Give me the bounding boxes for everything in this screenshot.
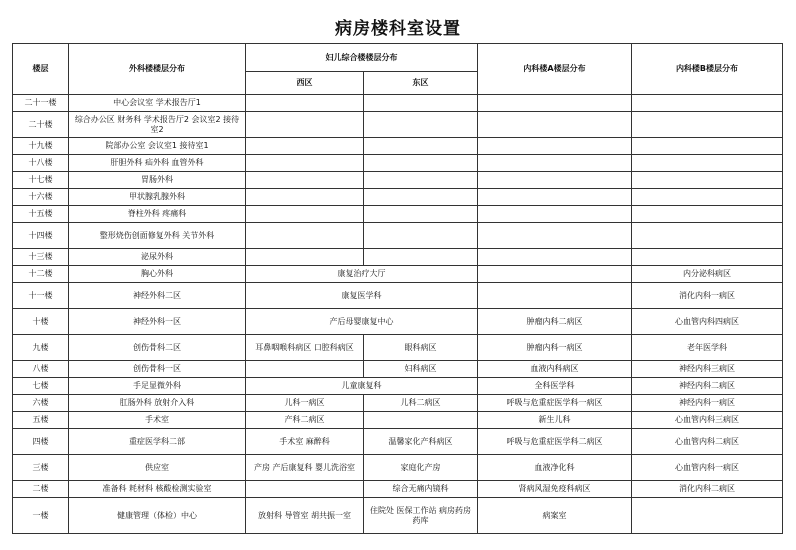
surgery-cell: 甲状腺乳腺外科 bbox=[69, 189, 246, 206]
header-east: 东区 bbox=[364, 72, 478, 95]
floor-cell: 十六楼 bbox=[13, 189, 69, 206]
table-row bbox=[13, 309, 783, 335]
header-west: 西区 bbox=[246, 72, 364, 95]
floor-cell: 四楼 bbox=[13, 429, 69, 455]
medical-b-cell: 心血管内科三病区 bbox=[632, 412, 783, 429]
surgery-cell: 综合办公区 财务科 学术报告厅2 会议室2 接待室2 bbox=[69, 112, 246, 138]
east-cell: 综合无痛内镜科 bbox=[364, 481, 478, 498]
east-cell: 温馨家化产科病区 bbox=[364, 429, 478, 455]
floor-cell: 十四楼 bbox=[13, 223, 69, 249]
table-row bbox=[13, 155, 783, 172]
table-row bbox=[13, 206, 783, 223]
header-surgery: 外科楼楼层分布 bbox=[69, 44, 246, 95]
surgery-cell: 手足显微外科 bbox=[69, 378, 246, 395]
header-floor: 楼层 bbox=[13, 44, 69, 95]
medical-b-cell: 消化内科二病区 bbox=[632, 481, 783, 498]
east-cell: 家庭化产房 bbox=[364, 455, 478, 481]
surgery-cell: 肝胆外科 疝外科 血管外科 bbox=[69, 155, 246, 172]
table-row bbox=[13, 223, 783, 249]
floor-layout-table bbox=[12, 43, 783, 534]
surgery-cell: 整形烧伤创面修复外科 关节外科 bbox=[69, 223, 246, 249]
floor-cell: 十楼 bbox=[13, 309, 69, 335]
surgery-cell: 供应室 bbox=[69, 455, 246, 481]
floor-cell: 十一楼 bbox=[13, 283, 69, 309]
medical-b-cell: 心血管内科二病区 bbox=[632, 429, 783, 455]
floor-cell: 九楼 bbox=[13, 335, 69, 361]
floor-cell: 十三楼 bbox=[13, 249, 69, 266]
table-row bbox=[13, 335, 783, 361]
surgery-cell: 胃肠外科 bbox=[69, 172, 246, 189]
floor-cell: 十五楼 bbox=[13, 206, 69, 223]
surgery-cell: 中心会议室 学术报告厅1 bbox=[69, 95, 246, 112]
floor-cell: 一楼 bbox=[13, 498, 69, 534]
floor-cell: 二楼 bbox=[13, 481, 69, 498]
medical-b-cell: 神经内科一病区 bbox=[632, 395, 783, 412]
floor-cell: 三楼 bbox=[13, 455, 69, 481]
west-cell: 手术室 麻醉科 bbox=[246, 429, 364, 455]
table-row bbox=[13, 112, 783, 138]
medical-b-cell: 神经内科二病区 bbox=[632, 378, 783, 395]
medical-a-cell: 血液内科病区 bbox=[478, 361, 632, 378]
floor-cell: 六楼 bbox=[13, 395, 69, 412]
table-row bbox=[13, 249, 783, 266]
floor-cell: 十九楼 bbox=[13, 138, 69, 155]
womens-cell: 儿童康复科 bbox=[246, 378, 478, 395]
surgery-cell: 院部办公室 会议室1 接待室1 bbox=[69, 138, 246, 155]
page-title: 病房楼科室设置 bbox=[335, 19, 461, 39]
table-row bbox=[13, 189, 783, 206]
west-cell: 产科二病区 bbox=[246, 412, 364, 429]
table-row bbox=[13, 412, 783, 429]
table-row bbox=[13, 266, 783, 283]
floor-cell: 二十楼 bbox=[13, 112, 69, 138]
womens-cell: 产后母婴康复中心 bbox=[246, 309, 478, 335]
header-medical-a: 内科楼A楼层分布 bbox=[478, 44, 632, 95]
table-row bbox=[13, 138, 783, 155]
medical-a-cell: 呼吸与危重症医学科一病区 bbox=[478, 395, 632, 412]
east-cell: 住院处 医保工作站 病房药房 药库 bbox=[364, 498, 478, 534]
table-header-row bbox=[13, 44, 783, 72]
table-row bbox=[13, 283, 783, 309]
table-row bbox=[13, 95, 783, 112]
table-row bbox=[13, 481, 783, 498]
medical-b-cell: 内分泌科病区 bbox=[632, 266, 783, 283]
floor-cell: 十七楼 bbox=[13, 172, 69, 189]
east-cell: 眼科病区 bbox=[364, 335, 478, 361]
table-row bbox=[13, 429, 783, 455]
medical-a-cell: 肾病风湿免疫科病区 bbox=[478, 481, 632, 498]
medical-a-cell: 病案室 bbox=[478, 498, 632, 534]
medical-a-cell: 新生儿科 bbox=[478, 412, 632, 429]
table-row bbox=[13, 361, 783, 378]
floor-cell: 二十一楼 bbox=[13, 95, 69, 112]
surgery-cell: 脊柱外科 疼痛科 bbox=[69, 206, 246, 223]
floor-cell: 七楼 bbox=[13, 378, 69, 395]
medical-b-cell: 老年医学科 bbox=[632, 335, 783, 361]
medical-b-cell: 心血管内科四病区 bbox=[632, 309, 783, 335]
surgery-cell: 创伤骨科二区 bbox=[69, 335, 246, 361]
medical-a-cell: 呼吸与危重症医学科二病区 bbox=[478, 429, 632, 455]
surgery-cell: 神经外科一区 bbox=[69, 309, 246, 335]
west-cell: 放射科 导管室 胡共振一室 bbox=[246, 498, 364, 534]
womens-cell: 康复医学科 bbox=[246, 283, 478, 309]
header-medical-b: 内科楼B楼层分布 bbox=[632, 44, 783, 95]
surgery-cell: 健康管理（体检）中心 bbox=[69, 498, 246, 534]
medical-a-cell: 肿瘤内科一病区 bbox=[478, 335, 632, 361]
table-row bbox=[13, 395, 783, 412]
medical-b-cell: 神经内科三病区 bbox=[632, 361, 783, 378]
table-row bbox=[13, 498, 783, 534]
table-row bbox=[13, 172, 783, 189]
medical-a-cell: 全科医学科 bbox=[478, 378, 632, 395]
womens-cell: 康复治疗大厅 bbox=[246, 266, 478, 283]
surgery-cell: 肛肠外科 放射介入科 bbox=[69, 395, 246, 412]
surgery-cell: 创伤骨科一区 bbox=[69, 361, 246, 378]
floor-cell: 十二楼 bbox=[13, 266, 69, 283]
medical-b-cell: 心血管内科一病区 bbox=[632, 455, 783, 481]
east-cell: 儿科二病区 bbox=[364, 395, 478, 412]
surgery-cell: 神经外科二区 bbox=[69, 283, 246, 309]
medical-a-cell: 血液净化科 bbox=[478, 455, 632, 481]
table-row bbox=[13, 455, 783, 481]
medical-a-cell: 肿瘤内科二病区 bbox=[478, 309, 632, 335]
west-cell: 儿科一病区 bbox=[246, 395, 364, 412]
surgery-cell: 胸心外科 bbox=[69, 266, 246, 283]
west-cell: 产房 产后康复科 婴儿洗浴室 bbox=[246, 455, 364, 481]
surgery-cell: 重症医学科二部 bbox=[69, 429, 246, 455]
floor-cell: 八楼 bbox=[13, 361, 69, 378]
floor-cell: 五楼 bbox=[13, 412, 69, 429]
surgery-cell: 手术室 bbox=[69, 412, 246, 429]
west-cell: 耳鼻咽喉科病区 口腔科病区 bbox=[246, 335, 364, 361]
floor-cell: 十八楼 bbox=[13, 155, 69, 172]
surgery-cell: 准备科 耗材科 核酸检测实验室 bbox=[69, 481, 246, 498]
medical-b-cell: 消化内科一病区 bbox=[632, 283, 783, 309]
surgery-cell: 泌尿外科 bbox=[69, 249, 246, 266]
header-womens: 妇儿综合楼楼层分布 bbox=[246, 44, 478, 72]
east-cell: 妇科病区 bbox=[364, 361, 478, 378]
table-row bbox=[13, 378, 783, 395]
